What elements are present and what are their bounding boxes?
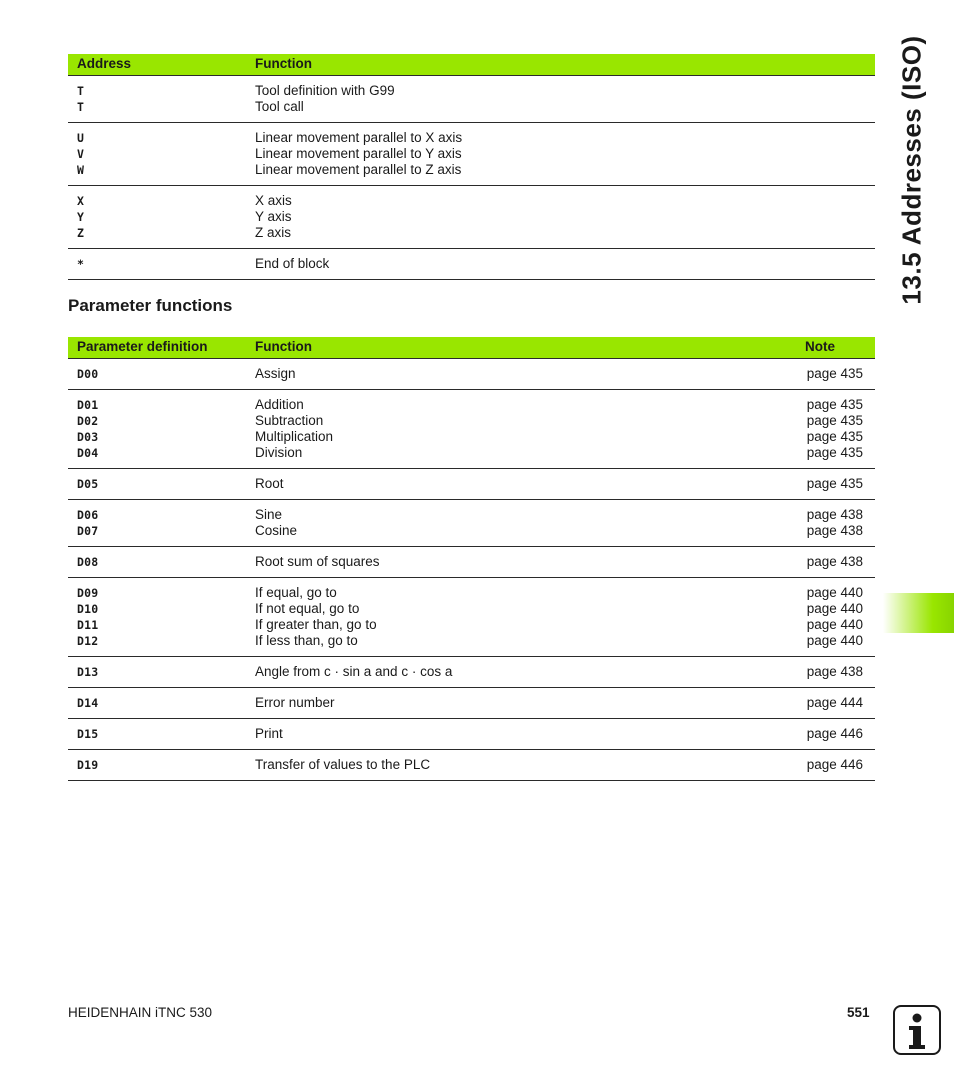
function-cell: Linear movement parallel to Z axis: [255, 162, 462, 177]
note-cell: page 435: [806, 476, 863, 491]
note-cell: page 444: [806, 695, 863, 710]
function-cell: Print: [255, 726, 283, 741]
note-cell: page 435: [806, 366, 863, 381]
row-group: [68, 390, 875, 469]
function-cell: Multiplication: [255, 429, 334, 444]
note-cell: page 438: [806, 507, 863, 522]
function-cell: If not equal, go to: [255, 601, 360, 616]
note-cell: page 440: [806, 617, 863, 632]
header-function: Function: [255, 56, 312, 71]
function-cell: Root: [255, 476, 284, 491]
row-group: [68, 186, 875, 249]
note-cell: page 438: [806, 664, 863, 679]
code-cell: D14: [77, 696, 99, 710]
table-row: [68, 225, 875, 241]
function-cell: Transfer of values to the PLC: [255, 757, 431, 772]
section-heading: Parameter functions: [68, 296, 233, 315]
header-parameter-definition: Parameter definition: [77, 339, 208, 354]
note-cell: page 446: [806, 726, 863, 741]
table-row: [68, 429, 875, 445]
table-row: [68, 445, 875, 461]
function-cell: If less than, go to: [255, 633, 358, 648]
note-cell: page 446: [806, 757, 863, 772]
code-cell: D02: [77, 414, 99, 428]
table-row: [68, 601, 875, 617]
table-row: [68, 695, 875, 711]
parameter-table-header: [68, 337, 875, 359]
row-group: [68, 657, 875, 688]
code-cell: D13: [77, 665, 99, 679]
info-icon-glyph: [895, 1007, 939, 1053]
header-address: Address: [77, 56, 132, 71]
table-row: [68, 617, 875, 633]
header-function: Function: [255, 339, 312, 354]
function-cell: Z axis: [255, 225, 292, 240]
function-cell: X axis: [255, 193, 292, 208]
code-cell: X: [77, 194, 85, 208]
note-cell: page 438: [806, 523, 863, 538]
table-row: [68, 99, 875, 115]
parameter-table: [68, 337, 875, 781]
table-row: [68, 193, 875, 209]
note-cell: page 438: [806, 554, 863, 569]
code-cell: D12: [77, 634, 99, 648]
row-group: [68, 688, 875, 719]
row-group: [68, 500, 875, 547]
code-cell: D07: [77, 524, 99, 538]
code-cell: D11: [77, 618, 99, 632]
code-cell: D04: [77, 446, 99, 460]
code-cell: *: [77, 257, 85, 271]
function-cell: If greater than, go to: [255, 617, 377, 632]
function-cell: Division: [255, 445, 303, 460]
code-cell: D15: [77, 727, 99, 741]
function-cell: Angle from c · sin a and c · cos a: [255, 664, 453, 679]
code-cell: D05: [77, 477, 99, 491]
code-cell: D09: [77, 586, 99, 600]
code-cell: D00: [77, 367, 99, 381]
code-cell: T: [77, 84, 85, 98]
table-row: [68, 397, 875, 413]
table-row: [68, 130, 875, 146]
function-cell: End of block: [255, 256, 330, 271]
function-cell: Subtraction: [255, 413, 324, 428]
function-cell: Error number: [255, 695, 335, 710]
chapter-title-text: 13.5 Addresses (ISO): [896, 35, 927, 305]
code-cell: D03: [77, 430, 99, 444]
function-cell: Tool call: [255, 99, 304, 114]
note-cell: page 435: [806, 413, 863, 428]
function-cell: Linear movement parallel to Y axis: [255, 146, 462, 161]
table-row: [68, 664, 875, 680]
table-row: [68, 633, 875, 649]
table-row: [68, 507, 875, 523]
footer-product: HEIDENHAIN iTNC 530: [68, 1005, 213, 1020]
page-number: 551: [847, 1005, 870, 1020]
table-row: [68, 83, 875, 99]
note-cell: page 435: [806, 397, 863, 412]
code-cell: D08: [77, 555, 99, 569]
note-cell: page 440: [806, 633, 863, 648]
table-row: [68, 146, 875, 162]
function-cell: Y axis: [255, 209, 292, 224]
table-row: [68, 726, 875, 742]
note-cell: page 435: [806, 429, 863, 444]
table-row: [68, 554, 875, 570]
header-note: Note: [805, 339, 835, 354]
chapter-title: [893, 30, 931, 310]
row-group: [68, 76, 875, 123]
code-cell: D19: [77, 758, 99, 772]
row-group: [68, 750, 875, 781]
code-cell: V: [77, 147, 85, 161]
function-cell: If equal, go to: [255, 585, 337, 600]
address-table-header: [68, 54, 875, 76]
table-row: [68, 476, 875, 492]
code-cell: U: [77, 131, 85, 145]
row-group: [68, 469, 875, 500]
code-cell: T: [77, 100, 85, 114]
table-row: [68, 162, 875, 178]
note-cell: page 435: [806, 445, 863, 460]
note-cell: page 440: [806, 601, 863, 616]
table-row: [68, 585, 875, 601]
code-cell: D06: [77, 508, 99, 522]
row-group: [68, 719, 875, 750]
function-cell: Root sum of squares: [255, 554, 380, 569]
address-table: [68, 54, 875, 280]
row-group: [68, 123, 875, 186]
note-cell: page 440: [806, 585, 863, 600]
code-cell: D01: [77, 398, 99, 412]
code-cell: Z: [77, 226, 85, 240]
code-cell: D10: [77, 602, 99, 616]
table-row: [68, 366, 875, 382]
row-group: [68, 359, 875, 390]
function-cell: Addition: [255, 397, 304, 412]
table-row: [68, 413, 875, 429]
code-cell: Y: [77, 210, 85, 224]
table-row: [68, 256, 875, 272]
table-row: [68, 757, 875, 773]
chapter-tab: [883, 593, 954, 633]
function-cell: Sine: [255, 507, 283, 522]
function-cell: Linear movement parallel to X axis: [255, 130, 463, 145]
function-cell: Cosine: [255, 523, 298, 538]
code-cell: W: [77, 163, 85, 177]
info-icon: [893, 1005, 941, 1055]
table-row: [68, 209, 875, 225]
row-group: [68, 547, 875, 578]
function-cell: Assign: [255, 366, 296, 381]
table-row: [68, 523, 875, 539]
row-group: [68, 578, 875, 657]
function-cell: Tool definition with G99: [255, 83, 395, 98]
row-group: [68, 249, 875, 280]
